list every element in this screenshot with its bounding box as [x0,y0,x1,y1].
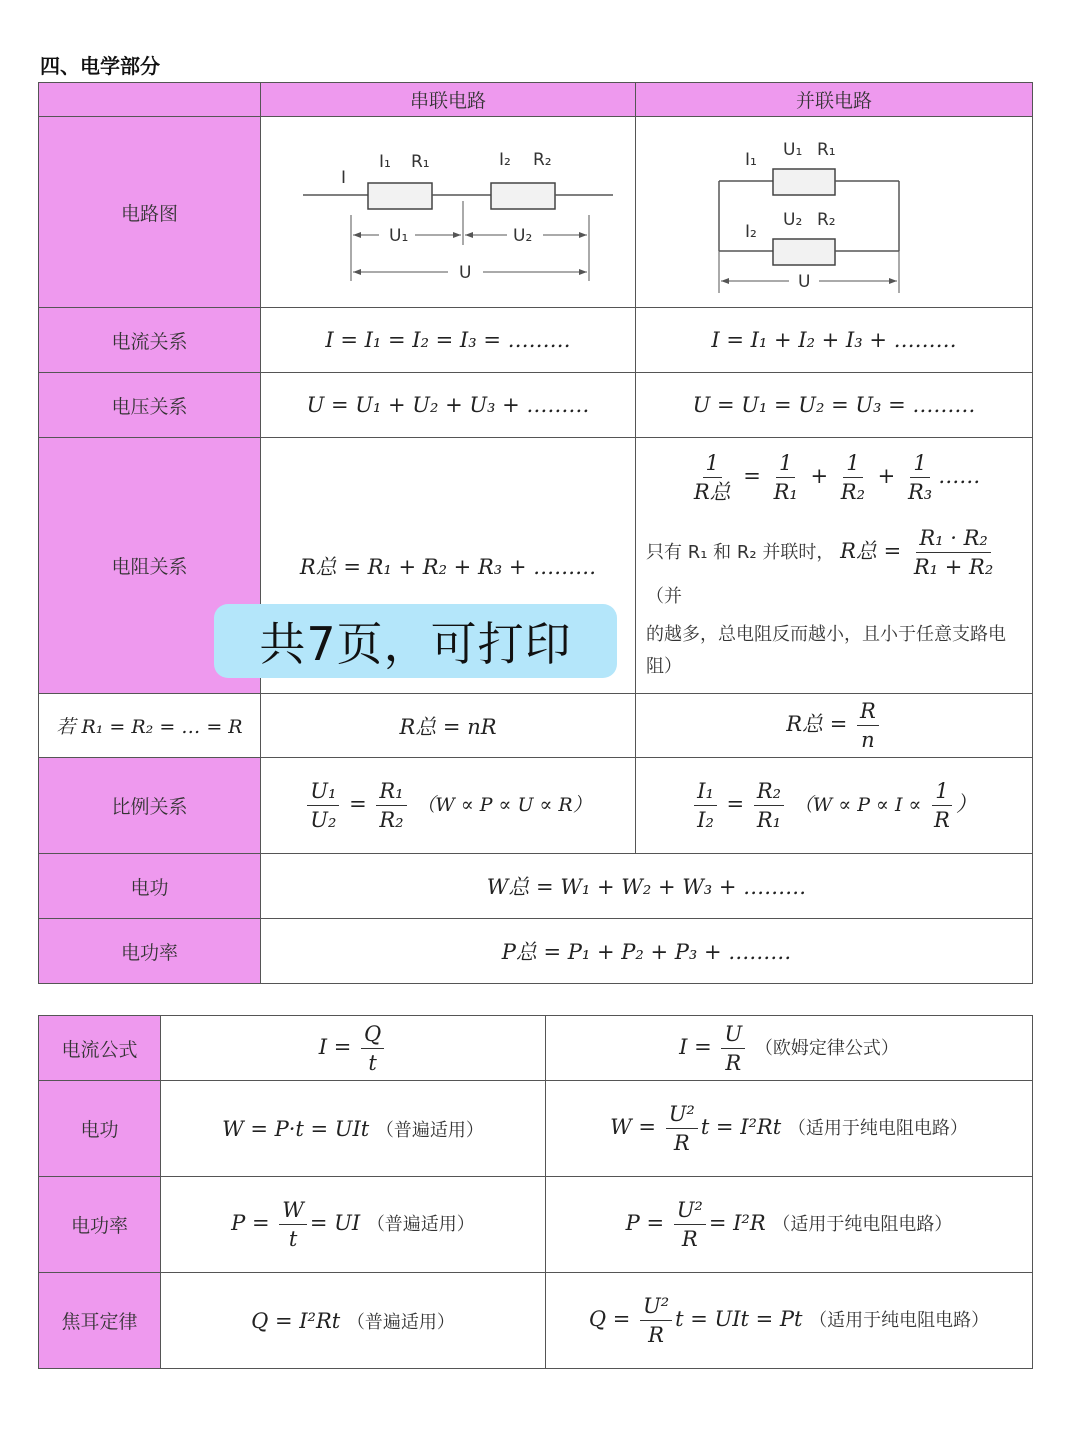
header-parallel: 并联电路 [636,83,1033,117]
header-series: 串联电路 [261,83,636,117]
parallel-current-formula: I = I₁ + I₂ + I₃ + ……… [636,308,1033,373]
row-label-current: 电流关系 [39,308,261,373]
parallel-resistance-cell [636,438,1033,694]
row-label-voltage: 电压关系 [39,373,261,438]
series-resistor-2 [491,183,555,209]
series-resistor-1 [368,183,432,209]
row-label-resistance: 电阻关系 [39,438,261,694]
parallel-equal-r-formula: R总 = $\frac{R}{n}$ [636,694,1033,758]
work-formula-general: W = P·t = UIt （普遍适用） [161,1081,546,1177]
row-label-equal-r: 若 R₁ = R₂ = … = R [39,694,261,758]
corner-cell [39,83,261,117]
row-label-work: 电功 [39,854,261,919]
parallel-two-resistor-note: 只有 R₁ 和 R₂ 并联时， R总 = $\frac{\text{R₁ · R₂}}{\text{R₁ + R₂}}$ （并 [646,525,994,607]
series-label-u1: U₁ [389,225,409,246]
formula-label-current: 电流公式 [39,1016,161,1081]
series-equal-r-formula: R总 = nR [261,694,636,758]
power-formula-general: P = $\frac{W}{t}$ = UI （普遍适用） [161,1177,546,1273]
parallel-label-u1: U₁ [783,139,803,160]
row-label-ratio: 比例关系 [39,758,261,854]
work-formula: W总 = W₁ + W₂ + W₃ + ……… [261,854,1033,919]
parallel-resistor-2 [773,239,835,265]
work-formula-resistive: W = $\frac{\text{U²}}{R}$ t = I²Rt （适用于纯电阻电路） [546,1081,1033,1177]
series-circuit-diagram [261,117,636,308]
section-title: 四、电学部分 [40,54,160,78]
power-formula: P总 = P₁ + P₂ + P₃ + ……… [261,919,1033,984]
series-label-r1: R₁ [411,151,430,172]
series-circuit-svg [283,135,613,285]
formula-label-joule: 焦耳定律 [39,1273,161,1369]
parallel-resistor-1 [773,169,835,195]
formula-table [38,1015,1033,1369]
series-resistance-formula: R总 = R₁ + R₂ + R₃ + ……… [261,438,636,694]
formula-label-work: 电功 [39,1081,161,1177]
series-label-i: I [341,167,347,188]
parallel-label-i1: I₁ [745,149,757,170]
series-voltage-formula: U = U₁ + U₂ + U₃ + ……… [261,373,636,438]
parallel-label-i2: I₂ [745,221,757,242]
formula-label-power: 电功率 [39,1177,161,1273]
parallel-label-u2: U₂ [783,209,803,230]
series-label-u: U [459,262,472,283]
series-ratio-formula: $\frac{\text{U₁}}{\text{U₂}}$ = $\frac{\text{R₁}}{\text{R₂}}$ （W ∝ P ∝ U ∝ R） [261,758,636,854]
series-label-u2: U₂ [513,225,533,246]
power-formula-resistive: P = $\frac{\text{U²}}{R}$ = I²R （适用于纯电阻电路） [546,1177,1033,1273]
parallel-ratio-formula: $\frac{\text{I₁}}{\text{I₂}}$ = $\frac{\text{R₂}}{\text{R₁}}$ （W ∝ P ∝ I ∝ $\frac{1}{R}$ ） [636,758,1033,854]
parallel-label-r1: R₁ [817,139,836,160]
row-label-circuit: 电路图 [39,117,261,308]
series-label-r2: R₂ [533,149,552,170]
series-current-formula: I = I₁ = I₂ = I₃ = ……… [261,308,636,373]
joule-formula-resistive: Q = $\frac{\text{U²}}{R}$ t = UIt = Pt （适用于纯电阻电路） [546,1273,1033,1369]
parallel-reciprocal-formula: $\frac{1}{\text{R总}}$ = $\frac{1}{\text{R₁}}$ + $\frac{1}{\text{R₂}}$ + $\frac{1}{\text{R₃}}$ …… [693,450,981,504]
row-label-power: 电功率 [39,919,261,984]
parallel-circuit-svg [709,125,959,295]
parallel-label-u: U [798,271,811,292]
joule-formula-general: Q = I²Rt （普遍适用） [161,1273,546,1369]
series-label-i2: I₂ [499,149,511,170]
current-formula-ohm: I = $\frac{U}{R}$ （欧姆定律公式） [546,1016,1033,1081]
page-count-banner: 共7页，可打印 [214,604,617,678]
series-label-i1: I₁ [379,151,391,172]
circuit-comparison-table [38,82,1033,984]
parallel-voltage-formula: U = U₁ = U₂ = U₃ = ……… [636,373,1033,438]
current-formula-general: I = $\frac{Q}{t}$ [161,1016,546,1081]
parallel-circuit-diagram [636,117,1033,308]
parallel-resistance-continued: 的越多，总电阻反而越小，且小于任意支路电阻） [646,623,1006,677]
parallel-label-r2: R₂ [817,209,836,230]
